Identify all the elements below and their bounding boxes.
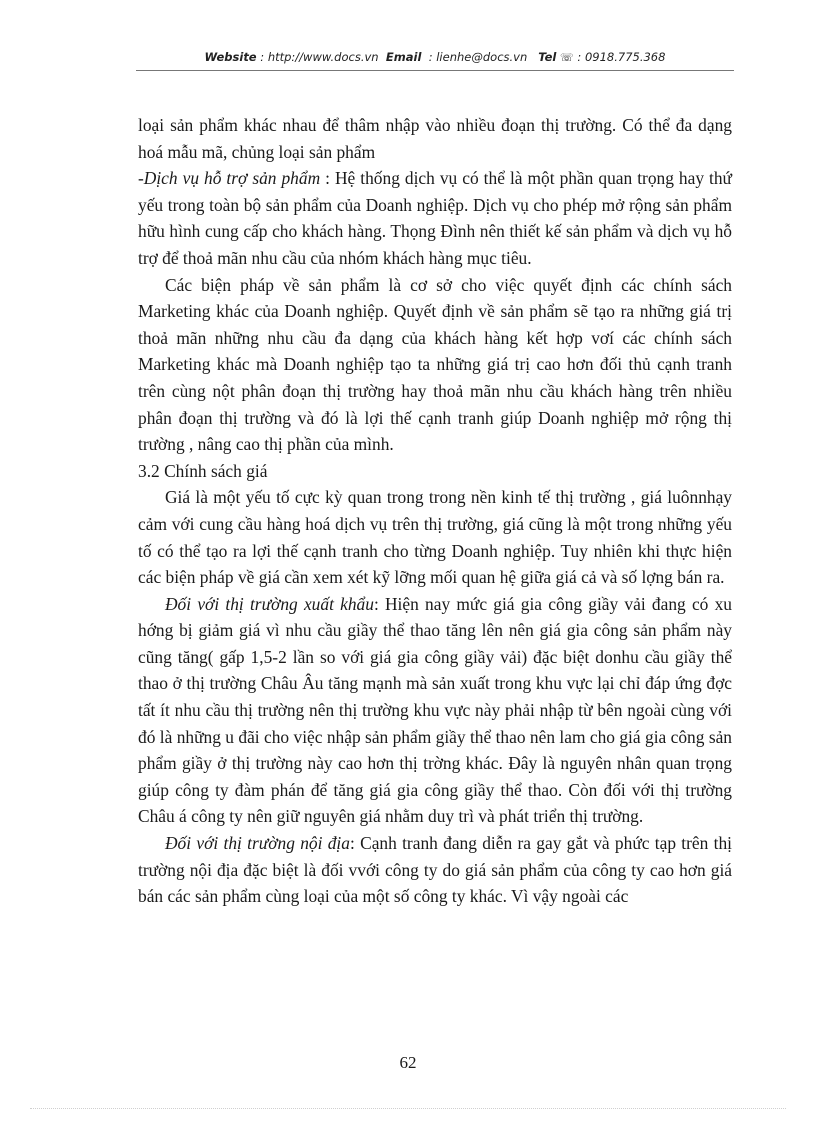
- export-market-text: : Hiện nay mức giá gia công giầy vải đang có xu hớng bị giảm giá vì nhu cầu giầy thể thao tăng lên nên giá gia công sản phẩm này cũng tăng( gấp 1,5-2 lần so với giá gia công giầy vải) đặc biệt donhu cầu giầy thể thao ở thị trường Châu Âu tăng mạnh mà sản xuất trong khu vực lại chỉ đáp ứng đợc tất ít nhu cầu thị trường nên thị trường khu vực này phải nhập từ bên ngoài cùng với đó là những u đãi cho việc nhập sản phẩm giầy thể thao nên lam cho giá gia công sản phẩm giầy ở thị trường này cao hơn thị trờng khác. Đây là nguyên nhân quan trọng giúp công ty đàm phán để tăng giá gia công giầy thể thao. Còn đối với thị trường Châu á công ty nên giữ nguyên giá nhằm duy trì và phát triển thị trường.: [138, 593, 732, 827]
- domestic-market-text: : Cạnh tranh đang diễn ra gay gắt và phức tạp trên thị trường nội địa đặc biệt là đối vvới công ty do giá sản phẩm của công ty cao hơn giá bán các sản phẩm cùng loại của một số công ty khác. Vì vậy ngoài các: [138, 833, 732, 907]
- page-number: 62: [399, 1053, 417, 1072]
- service-heading: -Dịch vụ hỗ trợ sản phẩm: [138, 168, 321, 189]
- paragraph-5: [138, 591, 732, 830]
- tel-value: 0918.775.368: [584, 50, 666, 64]
- website-link[interactable]: http://www.docs.vn: [267, 50, 379, 64]
- paragraph-6: [138, 830, 732, 910]
- paragraph-3: Các biện pháp về sản phẩm là cơ sở cho việc quyết định các chính sách Marketing khác của Doanh nghiệp. Quyết định về sản phẩm sẽ tạo ra những giá trị thoả mãn những nhu cầu đa dạng của khách hàng kết hợp vơí các chính sách Marketing khác mà Doanh nghiệp tạo ta những giá trị cao hơn đối thủ cạnh tranh trên cùng nột phân đoạn thị trường hay thoả mãn nhu cầu khách hàng trên nhiều phân đoạn thị trường và đó là lợi thế cạnh tranh giúp Doanh nghiệp mở rộng thị trường , nâng cao thị phần của mình.: [138, 274, 732, 455]
- paragraph-4: Giá là một yếu tố cực kỳ quan trong trong nền kinh tế thị trường , giá luônnhạy cảm với cung cầu hàng hoá dịch vụ trên thị trường, giá cũng là một trong những yếu tố có thể tạo ra lợi thế cạnh tranh cho từng Doanh nghiệp. Tuy nhiên khi thực hiện các biện pháp về giá cần xem xét kỹ lỡng mối quan hệ giữa giá cả và số lợng bán ra.: [138, 487, 732, 588]
- export-market-heading: Đối với thị trường xuất khẩu: [165, 593, 374, 614]
- footer-divider: [30, 1108, 786, 1109]
- header-divider: [136, 70, 734, 71]
- page-header: Website : http://www.docs.vn Email : lienhe@docs.vn Tel ☏ : 0918.775.368: [204, 50, 666, 64]
- paragraph-1: loại sản phẩm khác nhau để thâm nhập vào nhiều đoạn thị trường. Có thể đa dạng hoá mẫu mã, chủng loại sản phẩm: [138, 115, 732, 162]
- website-label: Website: [204, 50, 257, 64]
- section-heading: 3.2 Chính sách giá: [138, 460, 268, 481]
- email-label: Email: [385, 50, 422, 64]
- phone-icon: ☏: [560, 51, 574, 64]
- service-text: : Hệ thống dịch vụ có thể là một phần quan trọng hay thứ yếu trong toàn bộ sản phẩm của Doanh nghiệp. Dịch vụ cho phép mở rộng sản phẩm hữu hình cung cấp cho khách hàng. Thọng Đình nên thiết kế sản phẩm và dịch vụ hỗ trợ để thoả mãn nhu cầu của nhóm khách hàng mục tiêu.: [138, 168, 732, 268]
- tel-label: Tel: [538, 50, 557, 64]
- paragraph-2: [138, 165, 732, 271]
- page-body: [138, 112, 732, 910]
- email-link[interactable]: lienhe@docs.vn: [436, 50, 528, 64]
- domestic-market-heading: Đối với thị trường nội địa: [165, 833, 350, 854]
